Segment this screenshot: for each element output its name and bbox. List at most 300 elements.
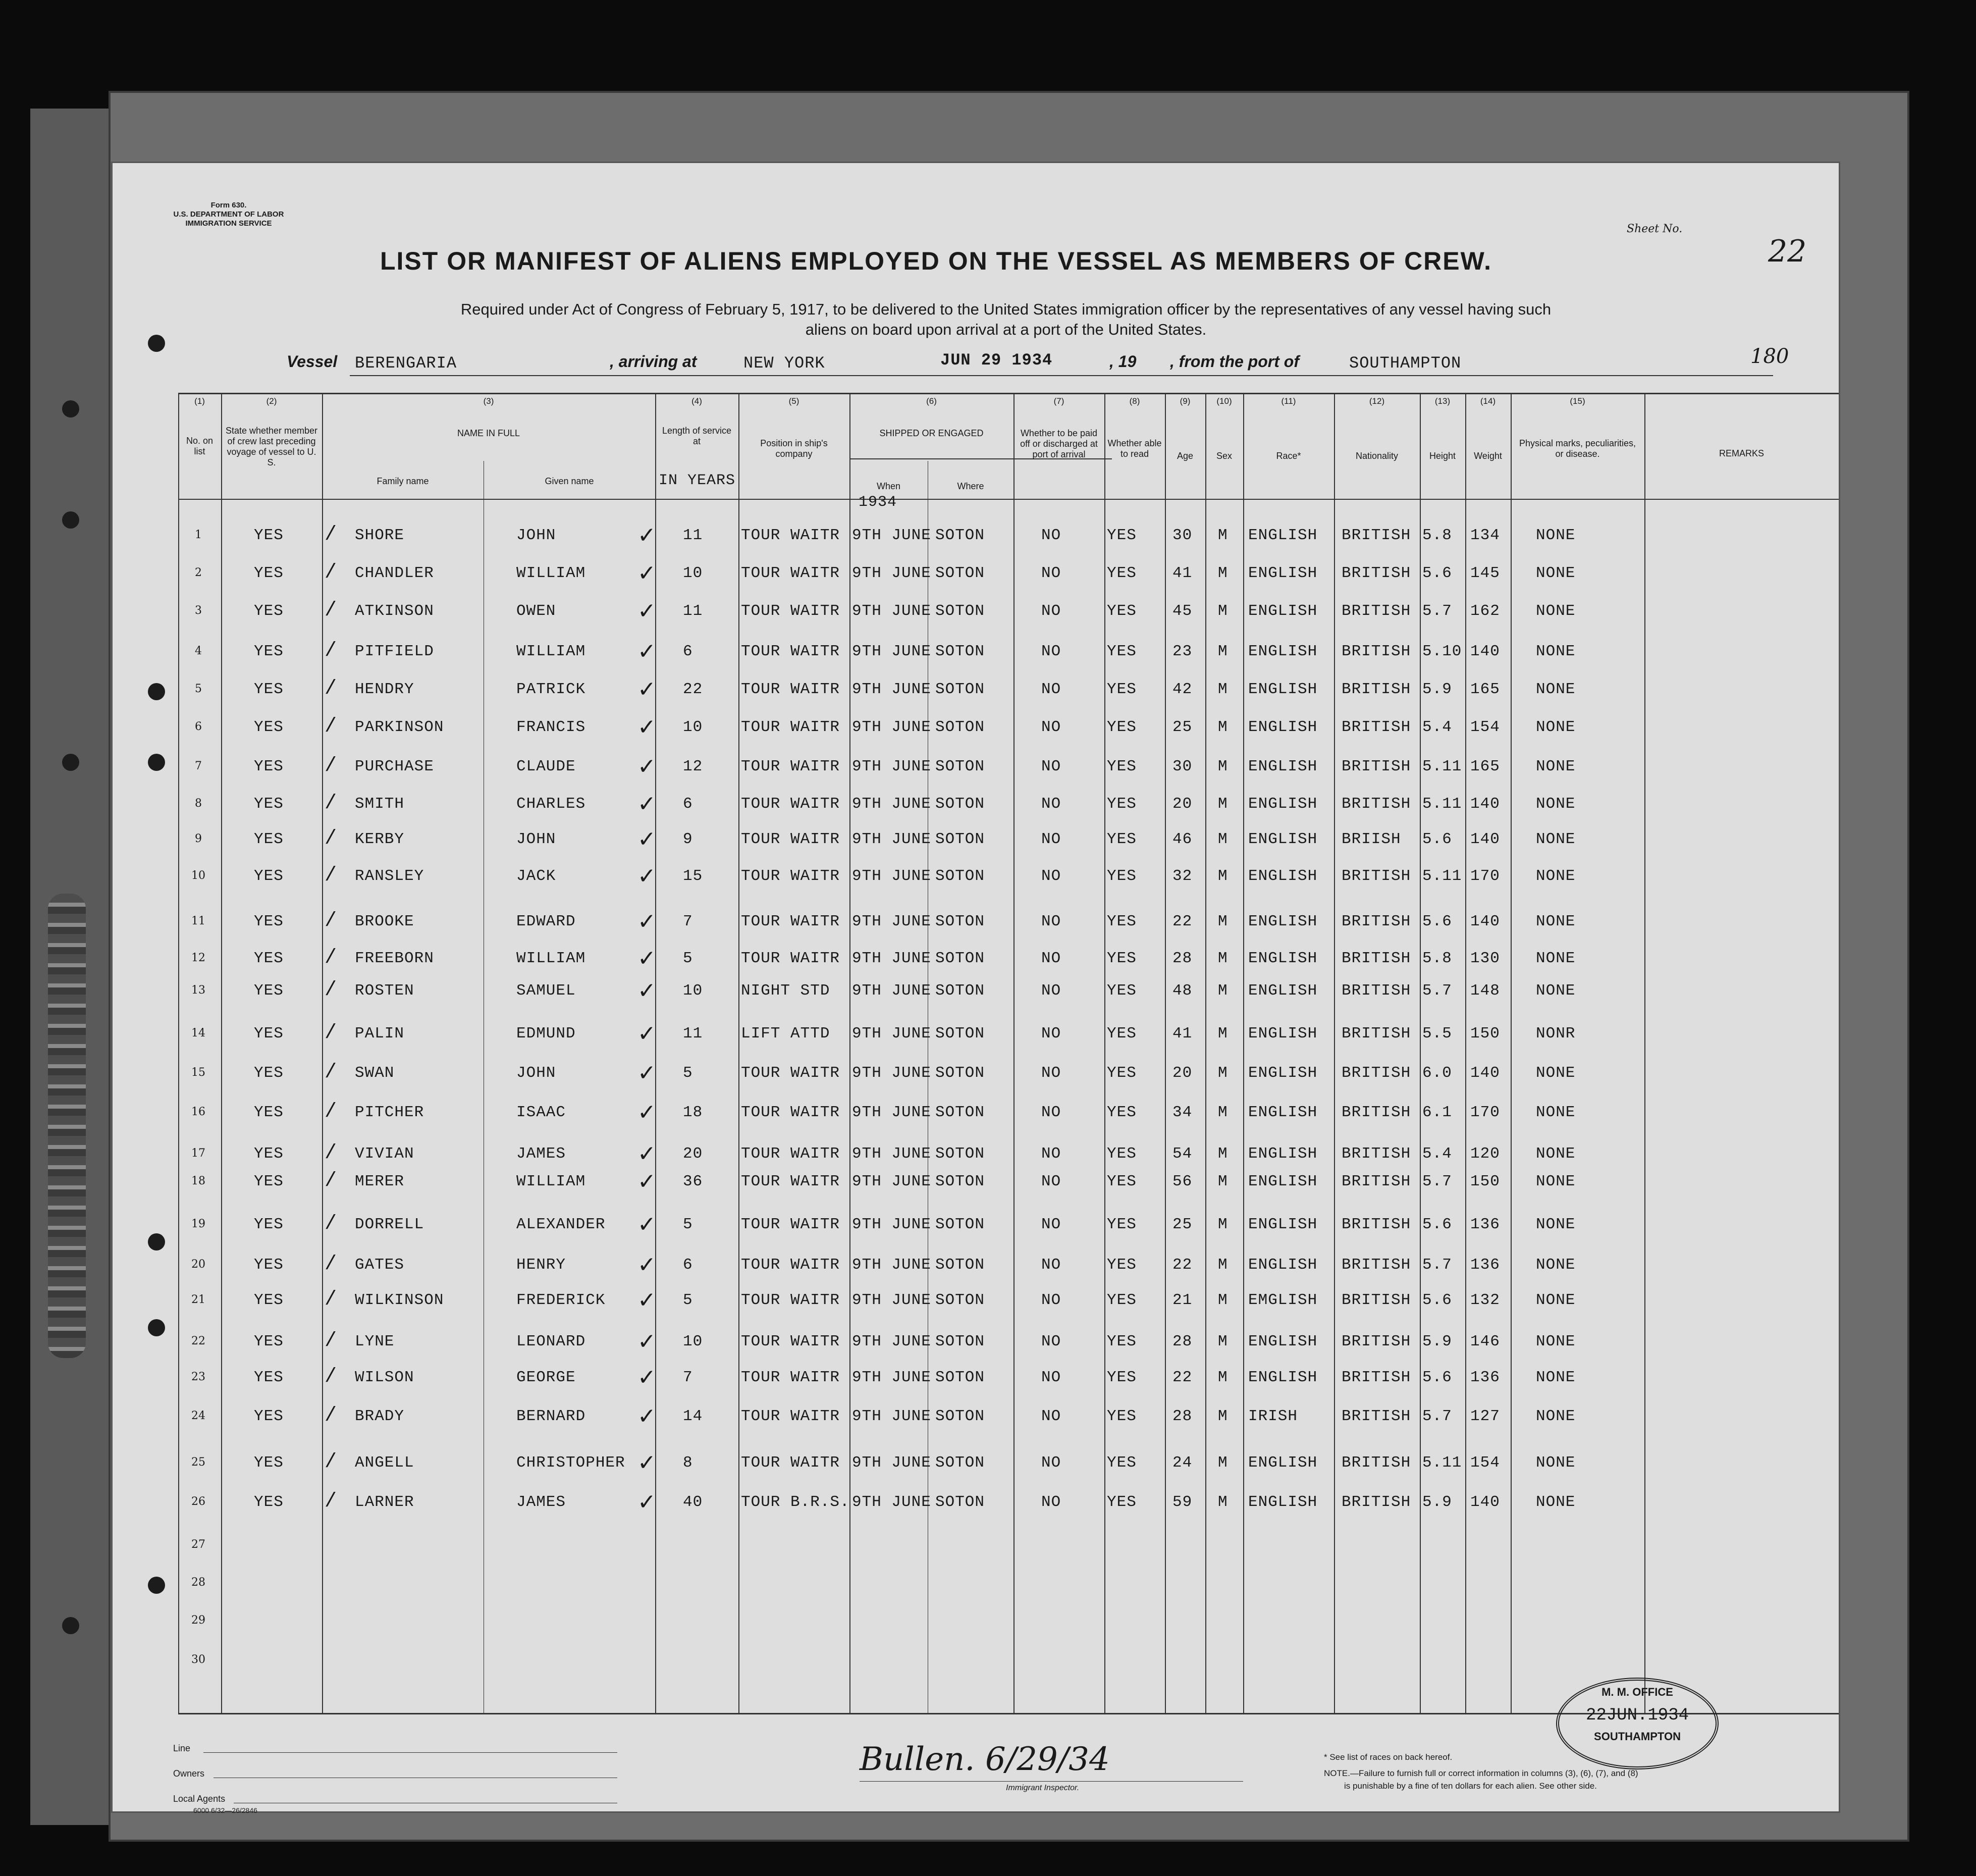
position-cell: TOUR WAITR bbox=[741, 867, 840, 885]
paid-off-cell: NO bbox=[1041, 1145, 1061, 1163]
race-cell: ENGLISH bbox=[1248, 1256, 1318, 1274]
age-cell: 56 bbox=[1172, 1173, 1193, 1190]
punch-hole bbox=[148, 754, 165, 771]
service-length-cell: 11 bbox=[683, 527, 703, 544]
shipped-when-cell: 9TH JUNE bbox=[852, 564, 931, 582]
height-cell: 5.4 bbox=[1422, 718, 1452, 736]
age-cell: 23 bbox=[1172, 643, 1193, 660]
weight-cell: 170 bbox=[1470, 1104, 1500, 1121]
service-length-cell: 11 bbox=[683, 1025, 703, 1043]
check-mark-icon: ✓ bbox=[637, 978, 657, 1004]
family-name-cell: CHANDLER bbox=[355, 564, 434, 582]
shipped-where-cell: SOTON bbox=[935, 1291, 985, 1309]
form-number: Form 630. bbox=[210, 201, 247, 210]
col3-header: NAME IN FULL bbox=[457, 428, 520, 438]
given-name-cell: WILLIAM bbox=[516, 950, 586, 967]
shipped-where-cell: SOTON bbox=[935, 602, 985, 620]
physical-marks-cell: NONE bbox=[1536, 1493, 1576, 1511]
row-number: 29 bbox=[191, 1614, 205, 1627]
family-name-cell: PALIN bbox=[355, 1025, 405, 1043]
height-cell: 5.6 bbox=[1422, 1291, 1452, 1309]
col6-where-header: Where bbox=[957, 481, 984, 491]
sex-cell: M bbox=[1218, 982, 1228, 1000]
height-cell: 5.7 bbox=[1422, 1256, 1452, 1274]
footer-owners-label: Owners bbox=[173, 1768, 205, 1779]
tally-mark-icon: / bbox=[325, 678, 338, 700]
prev-voyage-cell: YES bbox=[254, 643, 284, 660]
service-length-cell: 36 bbox=[683, 1173, 703, 1190]
weight-cell: 140 bbox=[1470, 1064, 1500, 1082]
family-name-cell: PITCHER bbox=[355, 1104, 424, 1121]
prev-voyage-cell: YES bbox=[254, 982, 284, 1000]
table-top-rule bbox=[178, 393, 1839, 394]
prev-voyage-cell: YES bbox=[254, 602, 284, 620]
position-cell: TOUR WAITR bbox=[741, 1408, 840, 1425]
given-name-cell: ALEXANDER bbox=[516, 1216, 606, 1233]
sex-cell: M bbox=[1218, 795, 1228, 813]
row-number: 15 bbox=[191, 1066, 205, 1079]
family-name-cell: FREEBORN bbox=[355, 950, 434, 967]
shipped-where-cell: SOTON bbox=[935, 1256, 985, 1274]
service-length-cell: 15 bbox=[683, 867, 703, 885]
family-name-cell: SWAN bbox=[355, 1064, 395, 1082]
tally-mark-icon: / bbox=[325, 640, 338, 662]
nationality-cell: BRITISH bbox=[1342, 681, 1411, 698]
footer-line-rule bbox=[203, 1752, 617, 1753]
shipped-where-cell: SOTON bbox=[935, 950, 985, 967]
weight-cell: 140 bbox=[1470, 795, 1500, 813]
row-number: 23 bbox=[191, 1371, 205, 1383]
shipped-when-cell: 9TH JUNE bbox=[852, 913, 931, 930]
nationality-cell: BRITISH bbox=[1342, 950, 1411, 967]
col14-number: (14) bbox=[1480, 396, 1496, 406]
able-to-read-cell: YES bbox=[1107, 1145, 1137, 1163]
vessel-label: Vessel bbox=[287, 352, 338, 371]
position-cell: TOUR WAITR bbox=[741, 718, 840, 736]
col7-number: (7) bbox=[1053, 396, 1064, 406]
shipped-where-cell: SOTON bbox=[935, 913, 985, 930]
race-cell: ENGLISH bbox=[1248, 1369, 1318, 1386]
punch-hole bbox=[148, 1577, 165, 1594]
shipped-when-cell: 9TH JUNE bbox=[852, 1104, 931, 1121]
service-length-cell: 14 bbox=[683, 1408, 703, 1425]
age-cell: 30 bbox=[1172, 527, 1193, 544]
prev-voyage-cell: YES bbox=[254, 1333, 284, 1350]
weight-cell: 146 bbox=[1470, 1333, 1500, 1350]
nationality-cell: BRITISH bbox=[1342, 1333, 1411, 1350]
sex-cell: M bbox=[1218, 950, 1228, 967]
prev-voyage-cell: YES bbox=[254, 950, 284, 967]
paid-off-cell: NO bbox=[1041, 1333, 1061, 1350]
col5-header: Position in ship's company bbox=[760, 438, 828, 459]
weight-cell: 154 bbox=[1470, 1454, 1500, 1472]
paid-off-cell: NO bbox=[1041, 527, 1061, 544]
age-cell: 20 bbox=[1172, 1064, 1193, 1082]
physical-marks-cell: NONE bbox=[1536, 527, 1576, 544]
paid-off-cell: NO bbox=[1041, 982, 1061, 1000]
weight-cell: 132 bbox=[1470, 1291, 1500, 1309]
from-port-label: , from the port of bbox=[1170, 352, 1299, 371]
tally-mark-icon: / bbox=[325, 792, 338, 815]
age-cell: 22 bbox=[1172, 1256, 1193, 1274]
col6-when-header: When bbox=[876, 481, 901, 491]
height-cell: 5.9 bbox=[1422, 681, 1452, 698]
tally-mark-icon: / bbox=[325, 524, 338, 546]
tally-mark-icon: / bbox=[325, 1170, 338, 1192]
row-number: 21 bbox=[191, 1293, 205, 1306]
age-cell: 24 bbox=[1172, 1454, 1193, 1472]
paid-off-cell: NO bbox=[1041, 1256, 1061, 1274]
row-number: 25 bbox=[191, 1456, 205, 1469]
physical-marks-cell: NONE bbox=[1536, 1145, 1576, 1163]
stamp-bottom-text: SOUTHAMPTON bbox=[1594, 1730, 1681, 1743]
prev-voyage-cell: YES bbox=[254, 1025, 284, 1043]
height-cell: 5.6 bbox=[1422, 1369, 1452, 1386]
position-cell: TOUR WAITR bbox=[741, 795, 840, 813]
col3-number: (3) bbox=[483, 396, 494, 406]
position-cell: TOUR B.R.S. bbox=[741, 1493, 850, 1511]
paid-off-cell: NO bbox=[1041, 867, 1061, 885]
given-name-cell: FREDERICK bbox=[516, 1291, 606, 1309]
col1-header: No. on list bbox=[186, 436, 213, 456]
able-to-read-cell: YES bbox=[1107, 602, 1137, 620]
check-mark-icon: ✓ bbox=[637, 1212, 657, 1237]
sex-cell: M bbox=[1218, 1493, 1228, 1511]
shipped-where-cell: SOTON bbox=[935, 795, 985, 813]
given-name-cell: LEONARD bbox=[516, 1333, 586, 1350]
shipped-when-cell: 9TH JUNE bbox=[852, 867, 931, 885]
weight-cell: 134 bbox=[1470, 527, 1500, 544]
position-cell: TOUR WAITR bbox=[741, 1454, 840, 1472]
race-cell: ENGLISH bbox=[1248, 1493, 1318, 1511]
age-cell: 30 bbox=[1172, 758, 1193, 775]
sex-cell: M bbox=[1218, 1025, 1228, 1043]
given-name-cell: GEORGE bbox=[516, 1369, 576, 1386]
prev-voyage-cell: YES bbox=[254, 913, 284, 930]
nationality-cell: BRITISH bbox=[1342, 1064, 1411, 1082]
shipped-where-cell: SOTON bbox=[935, 681, 985, 698]
service-length-cell: 7 bbox=[683, 1369, 693, 1386]
age-cell: 28 bbox=[1172, 1333, 1193, 1350]
family-name-cell: DORRELL bbox=[355, 1216, 424, 1233]
shipped-when-cell: 9TH JUNE bbox=[852, 1369, 931, 1386]
sex-cell: M bbox=[1218, 758, 1228, 775]
able-to-read-cell: YES bbox=[1107, 867, 1137, 885]
height-cell: 5.7 bbox=[1422, 602, 1452, 620]
sheet-number: 22 bbox=[1768, 234, 1807, 269]
race-cell: ENGLISH bbox=[1248, 1145, 1318, 1163]
nationality-cell: BRITISH bbox=[1342, 1454, 1411, 1472]
check-mark-icon: ✓ bbox=[637, 946, 657, 971]
form-id-block bbox=[153, 201, 304, 228]
col15-number: (15) bbox=[1570, 396, 1585, 406]
able-to-read-cell: YES bbox=[1107, 1025, 1137, 1043]
able-to-read-cell: YES bbox=[1107, 950, 1137, 967]
paid-off-cell: NO bbox=[1041, 564, 1061, 582]
race-cell: ENGLISH bbox=[1248, 795, 1318, 813]
height-cell: 6.1 bbox=[1422, 1104, 1452, 1121]
position-cell: TOUR WAITR bbox=[741, 1173, 840, 1190]
sex-cell: M bbox=[1218, 1333, 1228, 1350]
nationality-cell: BRITISH bbox=[1342, 1025, 1411, 1043]
physical-marks-cell: NONE bbox=[1536, 1216, 1576, 1233]
col-divider bbox=[221, 393, 222, 1713]
physical-marks-cell: NONE bbox=[1536, 718, 1576, 736]
row-number: 28 bbox=[191, 1576, 205, 1589]
nationality-cell: BRITISH bbox=[1342, 1408, 1411, 1425]
sex-cell: M bbox=[1218, 1369, 1228, 1386]
check-mark-icon: ✓ bbox=[637, 909, 657, 934]
able-to-read-cell: YES bbox=[1107, 758, 1137, 775]
check-mark-icon: ✓ bbox=[637, 826, 657, 852]
race-cell: ENGLISH bbox=[1248, 982, 1318, 1000]
page-title: LIST OR MANIFEST OF ALIENS EMPLOYED ON THE VESSEL AS MEMBERS OF CREW. bbox=[380, 247, 1492, 275]
col3-given-header: Given name bbox=[545, 476, 594, 486]
punch-hole bbox=[62, 754, 79, 771]
check-mark-icon: ✓ bbox=[637, 1287, 657, 1313]
col4-header: Length of service at bbox=[662, 426, 732, 446]
row-number: 30 bbox=[191, 1653, 205, 1666]
given-name-cell: WILLIAM bbox=[516, 564, 586, 582]
height-cell: 5.6 bbox=[1422, 913, 1452, 930]
shipped-when-cell: 9TH JUNE bbox=[852, 1291, 931, 1309]
able-to-read-cell: YES bbox=[1107, 795, 1137, 813]
tally-mark-icon: / bbox=[325, 1253, 338, 1276]
prev-voyage-cell: YES bbox=[254, 1291, 284, 1309]
position-cell: TOUR WAITR bbox=[741, 830, 840, 848]
height-cell: 5.8 bbox=[1422, 950, 1452, 967]
col13-header: Height bbox=[1429, 451, 1456, 461]
able-to-read-cell: YES bbox=[1107, 1291, 1137, 1309]
able-to-read-cell: YES bbox=[1107, 527, 1137, 544]
col11-header: Race* bbox=[1276, 451, 1301, 461]
paid-off-cell: NO bbox=[1041, 1025, 1061, 1043]
height-cell: 5.8 bbox=[1422, 527, 1452, 544]
row-number: 16 bbox=[191, 1106, 205, 1118]
shipped-where-cell: SOTON bbox=[935, 527, 985, 544]
sex-cell: M bbox=[1218, 1145, 1228, 1163]
punch-hole bbox=[148, 335, 165, 352]
position-cell: TOUR WAITR bbox=[741, 1145, 840, 1163]
race-cell: IRISH bbox=[1248, 1408, 1298, 1425]
sex-cell: M bbox=[1218, 867, 1228, 885]
physical-marks-cell: NONE bbox=[1536, 1173, 1576, 1190]
shipped-where-cell: SOTON bbox=[935, 643, 985, 660]
able-to-read-cell: YES bbox=[1107, 1333, 1137, 1350]
punch-hole bbox=[62, 511, 79, 529]
able-to-read-cell: YES bbox=[1107, 681, 1137, 698]
col10-header: Sex bbox=[1216, 451, 1233, 461]
shipped-where-cell: SOTON bbox=[935, 718, 985, 736]
tally-mark-icon: / bbox=[325, 979, 338, 1002]
sex-cell: M bbox=[1218, 1064, 1228, 1082]
check-mark-icon: ✓ bbox=[637, 1489, 657, 1515]
tally-mark-icon: / bbox=[325, 1330, 338, 1352]
col-divider bbox=[1334, 393, 1335, 1713]
prev-voyage-cell: YES bbox=[254, 1064, 284, 1082]
shipped-where-cell: SOTON bbox=[935, 867, 985, 885]
paid-off-cell: NO bbox=[1041, 1173, 1061, 1190]
col11-number: (11) bbox=[1281, 396, 1296, 406]
prev-voyage-cell: YES bbox=[254, 1173, 284, 1190]
shipped-when-cell: 9TH JUNE bbox=[852, 1333, 931, 1350]
footer-line-label: Line bbox=[173, 1743, 191, 1753]
voyage-underline bbox=[350, 375, 1773, 376]
nationality-cell: BRITISH bbox=[1342, 982, 1411, 1000]
sex-cell: M bbox=[1218, 643, 1228, 660]
shipped-when-cell: 9TH JUNE bbox=[852, 982, 931, 1000]
check-mark-icon: ✓ bbox=[637, 560, 657, 586]
paid-off-cell: NO bbox=[1041, 1216, 1061, 1233]
col-divider bbox=[1644, 393, 1645, 1713]
sex-cell: M bbox=[1218, 681, 1228, 698]
age-cell: 42 bbox=[1172, 681, 1193, 698]
able-to-read-cell: YES bbox=[1107, 1369, 1137, 1386]
able-to-read-cell: YES bbox=[1107, 830, 1137, 848]
family-name-cell: PARKINSON bbox=[355, 718, 444, 736]
age-cell: 28 bbox=[1172, 950, 1193, 967]
inspector-signature: Bullen. 6/29/34 bbox=[860, 1741, 1110, 1778]
paid-off-cell: NO bbox=[1041, 1064, 1061, 1082]
height-cell: 5.6 bbox=[1422, 564, 1452, 582]
position-cell: TOUR WAITR bbox=[741, 1369, 840, 1386]
tally-mark-icon: / bbox=[325, 1061, 338, 1084]
col-divider bbox=[1165, 393, 1166, 1713]
physical-marks-cell: NONE bbox=[1536, 1369, 1576, 1386]
age-cell: 45 bbox=[1172, 602, 1193, 620]
tally-mark-icon: / bbox=[325, 1213, 338, 1235]
position-cell: TOUR WAITR bbox=[741, 527, 840, 544]
able-to-read-cell: YES bbox=[1107, 982, 1137, 1000]
punch-hole bbox=[148, 683, 165, 700]
nationality-cell: BRITISH bbox=[1342, 867, 1411, 885]
weight-cell: 130 bbox=[1470, 950, 1500, 967]
physical-marks-cell: NONE bbox=[1536, 602, 1576, 620]
row-number: 10 bbox=[191, 869, 205, 882]
paid-off-cell: NO bbox=[1041, 1369, 1061, 1386]
age-cell: 25 bbox=[1172, 718, 1193, 736]
paid-off-cell: NO bbox=[1041, 795, 1061, 813]
paid-off-cell: NO bbox=[1041, 830, 1061, 848]
age-cell: 22 bbox=[1172, 913, 1193, 930]
sex-cell: M bbox=[1218, 1173, 1228, 1190]
physical-marks-cell: NONE bbox=[1536, 643, 1576, 660]
shipped-when-cell: 9TH JUNE bbox=[852, 1454, 931, 1472]
family-name-cell: SMITH bbox=[355, 795, 405, 813]
able-to-read-cell: YES bbox=[1107, 1216, 1137, 1233]
weight-cell: 136 bbox=[1470, 1369, 1500, 1386]
row-number: 17 bbox=[191, 1147, 205, 1160]
check-mark-icon: ✓ bbox=[637, 1060, 657, 1086]
service-length-cell: 9 bbox=[683, 830, 693, 848]
shipped-where-cell: SOTON bbox=[935, 1369, 985, 1386]
shipped-when-cell: 9TH JUNE bbox=[852, 1256, 931, 1274]
tally-mark-icon: / bbox=[325, 910, 338, 932]
service-length-cell: 6 bbox=[683, 1256, 693, 1274]
subtitle-line-2: aliens on board upon arrival at a port of the United States. bbox=[805, 321, 1207, 338]
shipped-when-cell: 9TH JUNE bbox=[852, 718, 931, 736]
prev-voyage-cell: YES bbox=[254, 681, 284, 698]
given-name-cell: JAMES bbox=[516, 1493, 566, 1511]
row-number: 6 bbox=[195, 720, 202, 733]
family-name-cell: ROSTEN bbox=[355, 982, 414, 1000]
race-cell: ENGLISH bbox=[1248, 643, 1318, 660]
height-cell: 5.9 bbox=[1422, 1333, 1452, 1350]
shipped-when-cell: 9TH JUNE bbox=[852, 1173, 931, 1190]
service-length-cell: 6 bbox=[683, 643, 693, 660]
stamp-date: 22JUN.1934 bbox=[1585, 1706, 1689, 1725]
paid-off-cell: NO bbox=[1041, 1104, 1061, 1121]
service-length-cell: 10 bbox=[683, 1333, 703, 1350]
row-number: 20 bbox=[191, 1258, 205, 1271]
shipped-where-cell: SOTON bbox=[935, 1333, 985, 1350]
paid-off-cell: NO bbox=[1041, 1454, 1061, 1472]
able-to-read-cell: YES bbox=[1107, 1104, 1137, 1121]
weight-cell: 145 bbox=[1470, 564, 1500, 582]
family-name-cell: LARNER bbox=[355, 1493, 414, 1511]
shipped-where-cell: SOTON bbox=[935, 1216, 985, 1233]
tally-mark-icon: / bbox=[325, 715, 338, 738]
check-mark-icon: ✓ bbox=[637, 1450, 657, 1476]
given-name-cell: PATRICK bbox=[516, 681, 586, 698]
prev-voyage-cell: YES bbox=[254, 758, 284, 775]
given-name-cell: ISAAC bbox=[516, 1104, 566, 1121]
arrival-date: JUN 29 1934 bbox=[940, 351, 1053, 370]
tally-mark-icon: / bbox=[325, 1101, 338, 1123]
sex-cell: M bbox=[1218, 1216, 1228, 1233]
service-length-cell: 10 bbox=[683, 564, 703, 582]
nationality-cell: BRITISH bbox=[1342, 1145, 1411, 1163]
nationality-cell: BRITISH bbox=[1342, 643, 1411, 660]
shipped-where-cell: SOTON bbox=[935, 1025, 985, 1043]
col13-number: (13) bbox=[1434, 396, 1451, 406]
position-cell: TOUR WAITR bbox=[741, 564, 840, 582]
height-cell: 5.7 bbox=[1422, 982, 1452, 1000]
physical-marks-cell: NONE bbox=[1536, 1104, 1576, 1121]
shipped-when-cell: 9TH JUNE bbox=[852, 1216, 931, 1233]
able-to-read-cell: YES bbox=[1107, 1408, 1137, 1425]
age-cell: 41 bbox=[1172, 564, 1193, 582]
print-code: 6000 6/32—26/2846 bbox=[193, 1806, 257, 1814]
given-name-cell: SAMUEL bbox=[516, 982, 576, 1000]
signature-rule bbox=[860, 1781, 1243, 1782]
prev-voyage-cell: YES bbox=[254, 830, 284, 848]
physical-marks-cell: NONE bbox=[1536, 795, 1576, 813]
nationality-cell: BRITISH bbox=[1342, 602, 1411, 620]
race-cell: ENGLISH bbox=[1248, 1104, 1318, 1121]
tally-mark-icon: / bbox=[325, 1490, 338, 1513]
check-mark-icon: ✓ bbox=[637, 1403, 657, 1429]
family-name-cell: ANGELL bbox=[355, 1454, 414, 1472]
prev-voyage-cell: YES bbox=[254, 1408, 284, 1425]
position-cell: TOUR WAITR bbox=[741, 1333, 840, 1350]
col6-number: (6) bbox=[926, 396, 937, 406]
office-stamp bbox=[1556, 1678, 1719, 1769]
family-name-cell: RANSLEY bbox=[355, 867, 424, 885]
check-mark-icon: ✓ bbox=[637, 1100, 657, 1125]
prev-voyage-cell: YES bbox=[254, 867, 284, 885]
given-name-cell: BERNARD bbox=[516, 1408, 586, 1425]
given-name-cell: JAMES bbox=[516, 1145, 566, 1163]
family-name-cell: BROOKE bbox=[355, 913, 414, 930]
note-races: * See list of races on back hereof. bbox=[1324, 1752, 1453, 1762]
position-cell: TOUR WAITR bbox=[741, 913, 840, 930]
check-mark-icon: ✓ bbox=[637, 1021, 657, 1047]
row-number: 14 bbox=[191, 1027, 205, 1039]
tally-mark-icon: / bbox=[325, 1142, 338, 1165]
row-number: 18 bbox=[191, 1175, 205, 1187]
col8-header: Whether able to read bbox=[1107, 438, 1162, 459]
